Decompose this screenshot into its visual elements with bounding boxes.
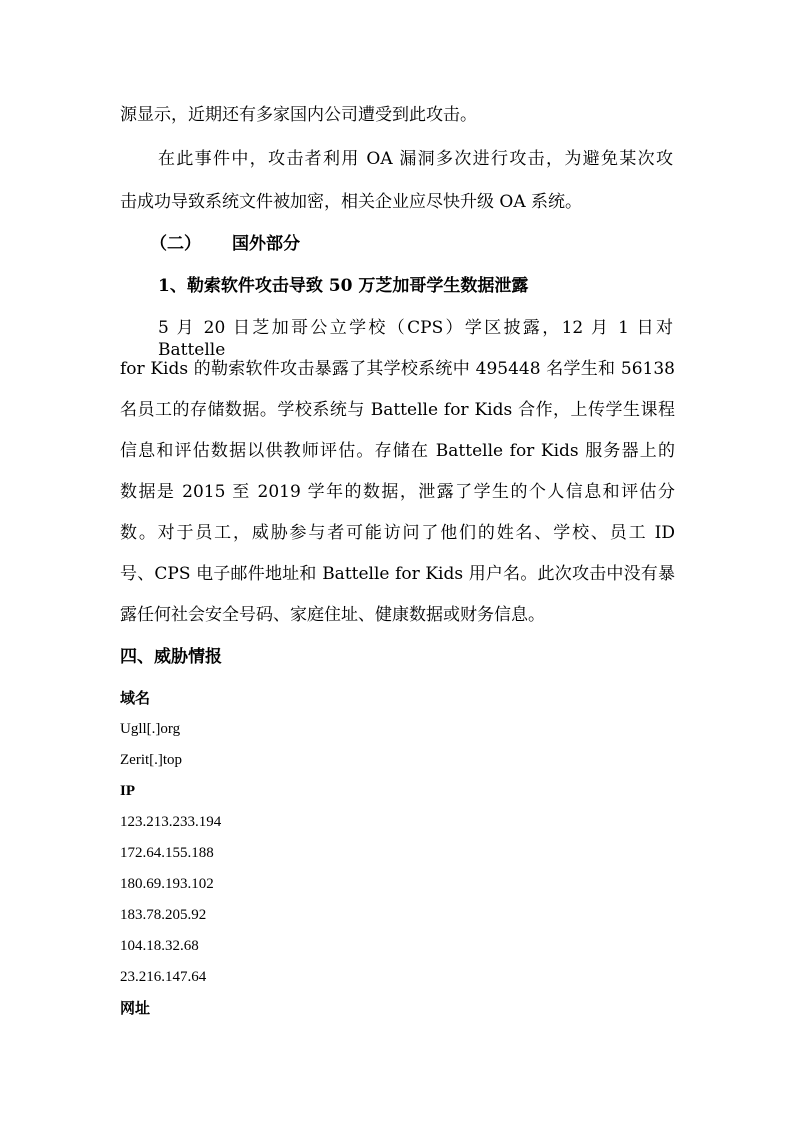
ip-item: 183.78.205.92 xyxy=(120,907,207,923)
paragraph-line: 源显示，近期还有多家国内公司遭受到此攻击。 xyxy=(120,105,477,125)
ip-heading: IP xyxy=(120,783,135,799)
ip-item: 23.216.147.64 xyxy=(120,969,207,985)
paragraph-line: 号、CPS 电子邮件地址和 Battelle for Kids 用户名。此次攻击中没有暴 xyxy=(120,564,675,584)
ip-item: 172.64.155.188 xyxy=(120,845,214,861)
section-title: 四、威胁情报 xyxy=(120,647,222,667)
ip-item: 104.18.32.68 xyxy=(120,938,199,954)
domain-item: Zerit[.]top xyxy=(120,752,183,768)
paragraph-line: 数。对于员工，威胁参与者可能访问了他们的姓名、学校、员工 ID xyxy=(120,523,675,543)
paragraph-line: 在此事件中，攻击者利用 OA 漏洞多次进行攻击，为避免某次攻 xyxy=(158,149,673,169)
ip-item: 123.213.233.194 xyxy=(120,814,222,830)
paragraph-line: 数据是 2015 至 2019 学年的数据，泄露了学生的个人信息和评估分 xyxy=(120,482,675,502)
paragraph-line: 露任何社会安全号码、家庭住址、健康数据或财务信息。 xyxy=(120,605,545,625)
section-title: 国外部分 xyxy=(232,234,300,254)
paragraph-line: 名员工的存储数据。学校系统与 Battelle for Kids 合作，上传学生课程 xyxy=(120,400,675,420)
item-title: 1、勒索软件攻击导致 50 万芝加哥学生数据泄露 xyxy=(158,276,529,296)
paragraph-line: 信息和评估数据以供教师评估。存储在 Battelle for Kids 服务器上的 xyxy=(120,441,675,461)
paragraph-line: 5 月 20 日芝加哥公立学校（CPS）学区披露，12 月 1 日对 Battelle xyxy=(158,318,673,360)
domains-heading: 域名 xyxy=(120,689,151,707)
section-number: （二） xyxy=(150,234,201,254)
domain-item: Ugll[.]org xyxy=(120,721,181,737)
urls-heading: 网址 xyxy=(120,999,151,1017)
ip-item: 180.69.193.102 xyxy=(120,876,214,892)
paragraph-line: for Kids 的勒索软件攻击暴露了其学校系统中 495448 名学生和 56138 xyxy=(120,359,675,379)
paragraph-line: 击成功导致系统文件被加密，相关企业应尽快升级 OA 系统。 xyxy=(120,192,583,212)
